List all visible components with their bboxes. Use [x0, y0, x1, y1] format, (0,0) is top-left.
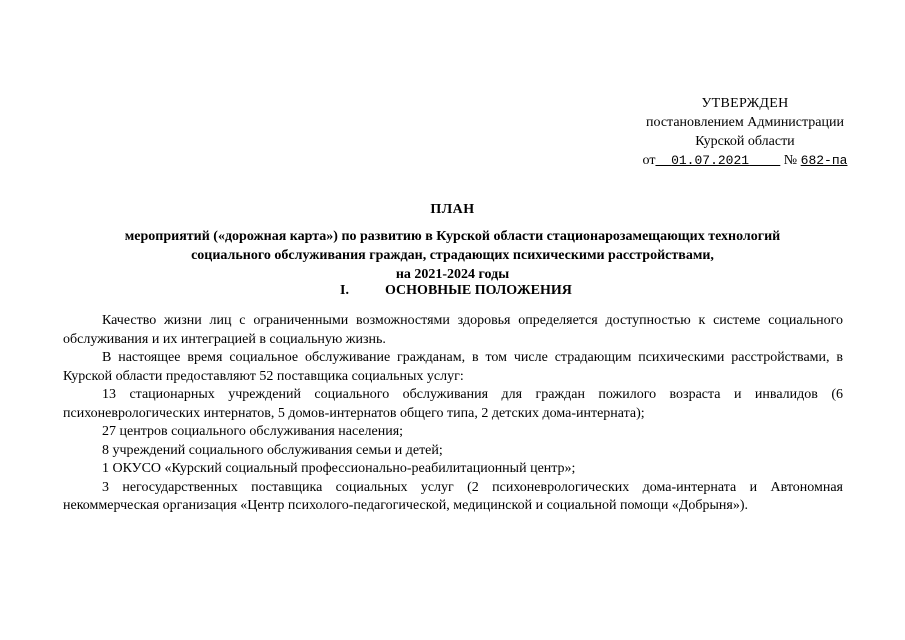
approval-line-2: Курской области	[695, 134, 795, 149]
plan-heading	[60, 200, 845, 284]
approval-date-line	[600, 151, 890, 170]
date-prefix: от	[642, 153, 656, 168]
plan-word: ПЛАН	[430, 202, 475, 217]
number-prefix: №	[783, 153, 798, 168]
paragraph: 3 негосударственных поставщика социальных услуг (2 психоневрологических дома-интерната и Автономная некоммерческая организация «Центр психолого-педагогической, медицинской и социальной помощи «Добрыня»).	[63, 479, 843, 513]
paragraph: В настоящее время социальное обслуживание гражданам, в том числе страдающим психическими расстройствами, в Курской области предоставляют 52 поставщика социальных услуг:	[63, 350, 843, 384]
approval-title: УТВЕРЖДЕН	[701, 96, 789, 111]
paragraph: 13 стационарных учреждений социального обслуживания для граждан пожилого возраста и инвалидов (6 психоневрологических интернатов, 5 домов-интернатов общего типа, 2 детских дома-интерната);	[63, 387, 843, 421]
approval-line-1: постановлением Администрации	[646, 115, 844, 130]
plan-line-1: мероприятий («дорожная карта») по развитию в Курской области стационарозамещающих технологий	[124, 229, 781, 244]
plan-line-3: на 2021-2024 годы	[395, 267, 510, 282]
paragraph: 1 ОКУСО «Курский социальный профессионально-реабилитационный центр»;	[102, 461, 576, 476]
approval-block	[600, 94, 890, 170]
date-value: 01.07.2021	[671, 153, 750, 168]
body-text	[63, 312, 843, 516]
section-title: ОСНОВНЫЕ ПОЛОЖЕНИЯ	[385, 283, 572, 298]
section-heading	[340, 282, 640, 300]
section-number: I.	[340, 283, 349, 298]
number-value: 682-па	[800, 153, 848, 168]
plan-line-2: социального обслуживания граждан, страдающих психическими расстройствами,	[191, 248, 714, 263]
paragraph: 8 учреждений социального обслуживания семьи и детей;	[102, 442, 443, 458]
paragraph: Качество жизни лиц с ограниченными возможностями здоровья определяется доступностью к системе социального обслуживания и их интеграцией в социальную жизнь.	[63, 313, 843, 347]
paragraph: 27 центров социального обслуживания населения;	[102, 424, 404, 439]
